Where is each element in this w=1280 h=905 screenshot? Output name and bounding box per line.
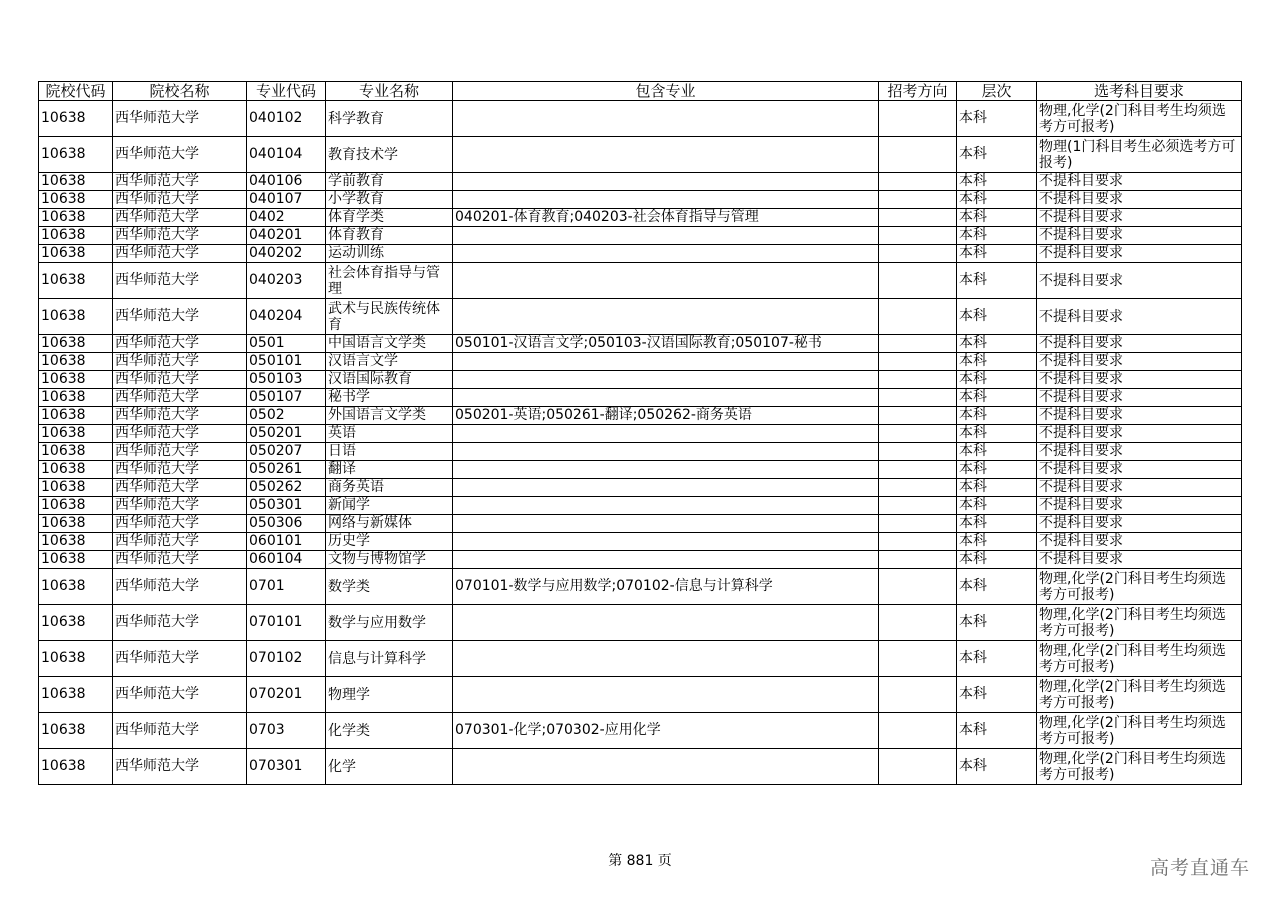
cell-school-code: 10638 (39, 245, 113, 263)
cell-major-name: 科学教育 (326, 101, 453, 137)
cell-school-code: 10638 (39, 497, 113, 515)
cell-major-code: 0701 (247, 569, 326, 605)
cell-major-code: 060104 (247, 551, 326, 569)
cell-school-code: 10638 (39, 551, 113, 569)
cell-school-name: 西华师范大学 (113, 263, 247, 299)
header-level: 层次 (957, 82, 1037, 101)
cell-major-name: 英语 (326, 425, 453, 443)
cell-subject-requirement: 不提科目要求 (1037, 263, 1242, 299)
cell-included-majors (453, 443, 879, 461)
cell-direction (879, 191, 957, 209)
cell-school-name: 西华师范大学 (113, 479, 247, 497)
cell-included-majors (453, 101, 879, 137)
cell-school-code: 10638 (39, 137, 113, 173)
cell-subject-requirement: 不提科目要求 (1037, 389, 1242, 407)
cell-major-code: 060101 (247, 533, 326, 551)
cell-major-code: 050201 (247, 425, 326, 443)
admission-table (38, 81, 1242, 785)
cell-school-name: 西华师范大学 (113, 209, 247, 227)
cell-school-code: 10638 (39, 713, 113, 749)
cell-level: 本科 (957, 677, 1037, 713)
cell-direction (879, 497, 957, 515)
cell-school-name: 西华师范大学 (113, 191, 247, 209)
cell-direction (879, 533, 957, 551)
cell-direction (879, 425, 957, 443)
cell-major-name: 社会体育指导与管理 (326, 263, 453, 299)
cell-subject-requirement: 物理,化学(2门科目考生均须选考方可报考) (1037, 569, 1242, 605)
header-direction: 招考方向 (879, 82, 957, 101)
cell-level: 本科 (957, 605, 1037, 641)
table-row (39, 101, 1242, 137)
cell-subject-requirement: 物理,化学(2门科目考生均须选考方可报考) (1037, 605, 1242, 641)
table-row (39, 551, 1242, 569)
cell-major-code: 040106 (247, 173, 326, 191)
cell-school-name: 西华师范大学 (113, 443, 247, 461)
cell-school-code: 10638 (39, 335, 113, 353)
table-row (39, 245, 1242, 263)
table-row (39, 443, 1242, 461)
cell-level: 本科 (957, 425, 1037, 443)
cell-subject-requirement: 不提科目要求 (1037, 515, 1242, 533)
cell-level: 本科 (957, 551, 1037, 569)
cell-included-majors (453, 515, 879, 533)
cell-level: 本科 (957, 245, 1037, 263)
cell-school-code: 10638 (39, 641, 113, 677)
cell-major-code: 040107 (247, 191, 326, 209)
cell-subject-requirement: 不提科目要求 (1037, 407, 1242, 425)
cell-subject-requirement: 不提科目要求 (1037, 371, 1242, 389)
cell-school-code: 10638 (39, 533, 113, 551)
cell-subject-requirement: 不提科目要求 (1037, 299, 1242, 335)
table-row (39, 605, 1242, 641)
cell-school-code: 10638 (39, 173, 113, 191)
cell-school-name: 西华师范大学 (113, 101, 247, 137)
cell-subject-requirement: 不提科目要求 (1037, 209, 1242, 227)
header-school-name: 院校名称 (113, 82, 247, 101)
cell-school-code: 10638 (39, 749, 113, 785)
cell-school-code: 10638 (39, 209, 113, 227)
cell-included-majors: 070101-数学与应用数学;070102-信息与计算科学 (453, 569, 879, 605)
cell-level: 本科 (957, 173, 1037, 191)
cell-major-name: 化学 (326, 749, 453, 785)
cell-direction (879, 677, 957, 713)
cell-school-name: 西华师范大学 (113, 641, 247, 677)
cell-included-majors: 040201-体育教育;040203-社会体育指导与管理 (453, 209, 879, 227)
cell-included-majors (453, 749, 879, 785)
cell-level: 本科 (957, 299, 1037, 335)
cell-included-majors (453, 533, 879, 551)
cell-major-name: 外国语言文学类 (326, 407, 453, 425)
cell-level: 本科 (957, 335, 1037, 353)
cell-major-name: 数学类 (326, 569, 453, 605)
table-row (39, 515, 1242, 533)
table-row (39, 533, 1242, 551)
cell-direction (879, 407, 957, 425)
cell-school-code: 10638 (39, 479, 113, 497)
cell-subject-requirement: 物理(1门科目考生必须选考方可报考) (1037, 137, 1242, 173)
header-major-name: 专业名称 (326, 82, 453, 101)
cell-major-name: 翻译 (326, 461, 453, 479)
table-row (39, 425, 1242, 443)
cell-major-code: 040202 (247, 245, 326, 263)
cell-major-code: 070102 (247, 641, 326, 677)
cell-included-majors (453, 173, 879, 191)
cell-major-code: 0501 (247, 335, 326, 353)
cell-direction (879, 137, 957, 173)
cell-level: 本科 (957, 641, 1037, 677)
cell-included-majors (453, 389, 879, 407)
cell-major-name: 网络与新媒体 (326, 515, 453, 533)
table-row (39, 497, 1242, 515)
cell-subject-requirement: 不提科目要求 (1037, 497, 1242, 515)
cell-school-name: 西华师范大学 (113, 605, 247, 641)
page-number: 第 881 页 (608, 853, 672, 869)
cell-included-majors: 050201-英语;050261-翻译;050262-商务英语 (453, 407, 879, 425)
cell-direction (879, 443, 957, 461)
table-body (39, 101, 1242, 785)
cell-major-code: 0402 (247, 209, 326, 227)
cell-major-name: 体育教育 (326, 227, 453, 245)
cell-school-name: 西华师范大学 (113, 461, 247, 479)
cell-level: 本科 (957, 353, 1037, 371)
cell-direction (879, 245, 957, 263)
table-row (39, 335, 1242, 353)
cell-school-code: 10638 (39, 191, 113, 209)
cell-school-name: 西华师范大学 (113, 569, 247, 605)
table-row (39, 299, 1242, 335)
cell-direction (879, 551, 957, 569)
cell-level: 本科 (957, 497, 1037, 515)
cell-subject-requirement: 不提科目要求 (1037, 353, 1242, 371)
cell-direction (879, 749, 957, 785)
cell-included-majors (453, 551, 879, 569)
cell-included-majors (453, 227, 879, 245)
header-major-code: 专业代码 (247, 82, 326, 101)
cell-school-code: 10638 (39, 605, 113, 641)
cell-subject-requirement: 物理,化学(2门科目考生均须选考方可报考) (1037, 749, 1242, 785)
cell-direction (879, 101, 957, 137)
cell-major-name: 武术与民族传统体育 (326, 299, 453, 335)
cell-major-code: 050101 (247, 353, 326, 371)
cell-major-name: 小学教育 (326, 191, 453, 209)
cell-level: 本科 (957, 461, 1037, 479)
cell-level: 本科 (957, 101, 1037, 137)
cell-major-code: 050262 (247, 479, 326, 497)
cell-school-name: 西华师范大学 (113, 713, 247, 749)
cell-major-code: 050207 (247, 443, 326, 461)
cell-level: 本科 (957, 713, 1037, 749)
cell-major-code: 050301 (247, 497, 326, 515)
table-row (39, 749, 1242, 785)
cell-included-majors (453, 191, 879, 209)
cell-level: 本科 (957, 479, 1037, 497)
table-row (39, 407, 1242, 425)
cell-major-name: 汉语国际教育 (326, 371, 453, 389)
cell-direction (879, 389, 957, 407)
cell-level: 本科 (957, 749, 1037, 785)
table-row (39, 209, 1242, 227)
cell-school-code: 10638 (39, 515, 113, 533)
cell-major-name: 信息与计算科学 (326, 641, 453, 677)
cell-direction (879, 299, 957, 335)
cell-school-code: 10638 (39, 263, 113, 299)
cell-major-code: 040203 (247, 263, 326, 299)
table-row (39, 461, 1242, 479)
cell-school-name: 西华师范大学 (113, 371, 247, 389)
cell-level: 本科 (957, 209, 1037, 227)
cell-major-name: 新闻学 (326, 497, 453, 515)
cell-school-name: 西华师范大学 (113, 515, 247, 533)
cell-school-code: 10638 (39, 101, 113, 137)
cell-direction (879, 353, 957, 371)
cell-included-majors (453, 137, 879, 173)
cell-major-code: 070101 (247, 605, 326, 641)
cell-school-code: 10638 (39, 371, 113, 389)
cell-direction (879, 209, 957, 227)
cell-major-name: 秘书学 (326, 389, 453, 407)
table-row (39, 479, 1242, 497)
cell-subject-requirement: 不提科目要求 (1037, 191, 1242, 209)
cell-major-code: 070201 (247, 677, 326, 713)
cell-subject-requirement: 不提科目要求 (1037, 335, 1242, 353)
cell-school-name: 西华师范大学 (113, 533, 247, 551)
cell-school-name: 西华师范大学 (113, 335, 247, 353)
cell-school-name: 西华师范大学 (113, 173, 247, 191)
cell-direction (879, 263, 957, 299)
cell-major-code: 0502 (247, 407, 326, 425)
cell-major-name: 运动训练 (326, 245, 453, 263)
table-row (39, 227, 1242, 245)
cell-subject-requirement: 物理,化学(2门科目考生均须选考方可报考) (1037, 641, 1242, 677)
table-row (39, 389, 1242, 407)
table-row (39, 191, 1242, 209)
cell-subject-requirement: 不提科目要求 (1037, 443, 1242, 461)
cell-major-code: 050107 (247, 389, 326, 407)
cell-level: 本科 (957, 407, 1037, 425)
cell-level: 本科 (957, 191, 1037, 209)
cell-subject-requirement: 不提科目要求 (1037, 551, 1242, 569)
cell-direction (879, 641, 957, 677)
cell-school-name: 西华师范大学 (113, 425, 247, 443)
cell-school-name: 西华师范大学 (113, 353, 247, 371)
cell-level: 本科 (957, 515, 1037, 533)
cell-level: 本科 (957, 569, 1037, 605)
cell-included-majors (453, 605, 879, 641)
header-school-code: 院校代码 (39, 82, 113, 101)
cell-level: 本科 (957, 227, 1037, 245)
cell-major-name: 历史学 (326, 533, 453, 551)
cell-subject-requirement: 不提科目要求 (1037, 245, 1242, 263)
table-row (39, 641, 1242, 677)
cell-included-majors (453, 461, 879, 479)
cell-school-name: 西华师范大学 (113, 497, 247, 515)
cell-school-name: 西华师范大学 (113, 677, 247, 713)
cell-included-majors (453, 479, 879, 497)
header-subject-requirement: 选考科目要求 (1037, 82, 1242, 101)
table-header-row (39, 82, 1242, 101)
table-row (39, 173, 1242, 191)
cell-included-majors: 050101-汉语言文学;050103-汉语国际教育;050107-秘书 (453, 335, 879, 353)
cell-included-majors (453, 371, 879, 389)
table-row (39, 677, 1242, 713)
cell-major-name: 中国语言文学类 (326, 335, 453, 353)
cell-major-code: 070301 (247, 749, 326, 785)
cell-school-code: 10638 (39, 227, 113, 245)
cell-school-code: 10638 (39, 677, 113, 713)
cell-direction (879, 605, 957, 641)
cell-level: 本科 (957, 263, 1037, 299)
cell-direction (879, 227, 957, 245)
cell-major-code: 040104 (247, 137, 326, 173)
cell-direction (879, 713, 957, 749)
cell-subject-requirement: 不提科目要求 (1037, 173, 1242, 191)
cell-level: 本科 (957, 533, 1037, 551)
cell-school-code: 10638 (39, 299, 113, 335)
cell-school-name: 西华师范大学 (113, 551, 247, 569)
cell-major-code: 050306 (247, 515, 326, 533)
cell-major-name: 教育技术学 (326, 137, 453, 173)
cell-direction (879, 461, 957, 479)
cell-direction (879, 479, 957, 497)
cell-subject-requirement: 不提科目要求 (1037, 533, 1242, 551)
cell-level: 本科 (957, 443, 1037, 461)
cell-subject-requirement: 不提科目要求 (1037, 479, 1242, 497)
cell-school-name: 西华师范大学 (113, 137, 247, 173)
cell-included-majors (453, 425, 879, 443)
cell-subject-requirement: 物理,化学(2门科目考生均须选考方可报考) (1037, 713, 1242, 749)
cell-major-name: 化学类 (326, 713, 453, 749)
table-row (39, 137, 1242, 173)
cell-major-code: 050103 (247, 371, 326, 389)
header-included-majors: 包含专业 (453, 82, 879, 101)
cell-major-code: 040204 (247, 299, 326, 335)
cell-school-code: 10638 (39, 425, 113, 443)
cell-school-code: 10638 (39, 389, 113, 407)
cell-major-name: 学前教育 (326, 173, 453, 191)
cell-school-name: 西华师范大学 (113, 299, 247, 335)
cell-school-name: 西华师范大学 (113, 749, 247, 785)
cell-school-code: 10638 (39, 353, 113, 371)
cell-school-name: 西华师范大学 (113, 245, 247, 263)
cell-included-majors (453, 677, 879, 713)
table-row (39, 353, 1242, 371)
cell-direction (879, 335, 957, 353)
cell-major-code: 050261 (247, 461, 326, 479)
cell-subject-requirement: 物理,化学(2门科目考生均须选考方可报考) (1037, 101, 1242, 137)
table-row (39, 569, 1242, 605)
table-row (39, 371, 1242, 389)
cell-direction (879, 515, 957, 533)
cell-included-majors: 070301-化学;070302-应用化学 (453, 713, 879, 749)
cell-included-majors (453, 299, 879, 335)
cell-direction (879, 371, 957, 389)
cell-level: 本科 (957, 389, 1037, 407)
cell-subject-requirement: 不提科目要求 (1037, 461, 1242, 479)
cell-major-code: 0703 (247, 713, 326, 749)
cell-major-name: 体育学类 (326, 209, 453, 227)
cell-included-majors (453, 353, 879, 371)
cell-major-name: 日语 (326, 443, 453, 461)
cell-major-name: 物理学 (326, 677, 453, 713)
cell-included-majors (453, 641, 879, 677)
cell-included-majors (453, 263, 879, 299)
cell-subject-requirement: 不提科目要求 (1037, 227, 1242, 245)
cell-school-code: 10638 (39, 461, 113, 479)
table-row (39, 713, 1242, 749)
cell-direction (879, 173, 957, 191)
cell-included-majors (453, 245, 879, 263)
cell-school-name: 西华师范大学 (113, 389, 247, 407)
cell-major-name: 汉语言文学 (326, 353, 453, 371)
cell-school-name: 西华师范大学 (113, 407, 247, 425)
cell-major-name: 商务英语 (326, 479, 453, 497)
cell-level: 本科 (957, 371, 1037, 389)
cell-major-name: 数学与应用数学 (326, 605, 453, 641)
cell-major-code: 040102 (247, 101, 326, 137)
cell-school-code: 10638 (39, 569, 113, 605)
cell-school-code: 10638 (39, 443, 113, 461)
cell-subject-requirement: 不提科目要求 (1037, 425, 1242, 443)
cell-direction (879, 569, 957, 605)
watermark: 高考直通车 (1149, 857, 1250, 879)
cell-school-code: 10638 (39, 407, 113, 425)
cell-subject-requirement: 物理,化学(2门科目考生均须选考方可报考) (1037, 677, 1242, 713)
cell-school-name: 西华师范大学 (113, 227, 247, 245)
cell-level: 本科 (957, 137, 1037, 173)
table-row (39, 263, 1242, 299)
cell-major-code: 040201 (247, 227, 326, 245)
cell-major-name: 文物与博物馆学 (326, 551, 453, 569)
cell-included-majors (453, 497, 879, 515)
